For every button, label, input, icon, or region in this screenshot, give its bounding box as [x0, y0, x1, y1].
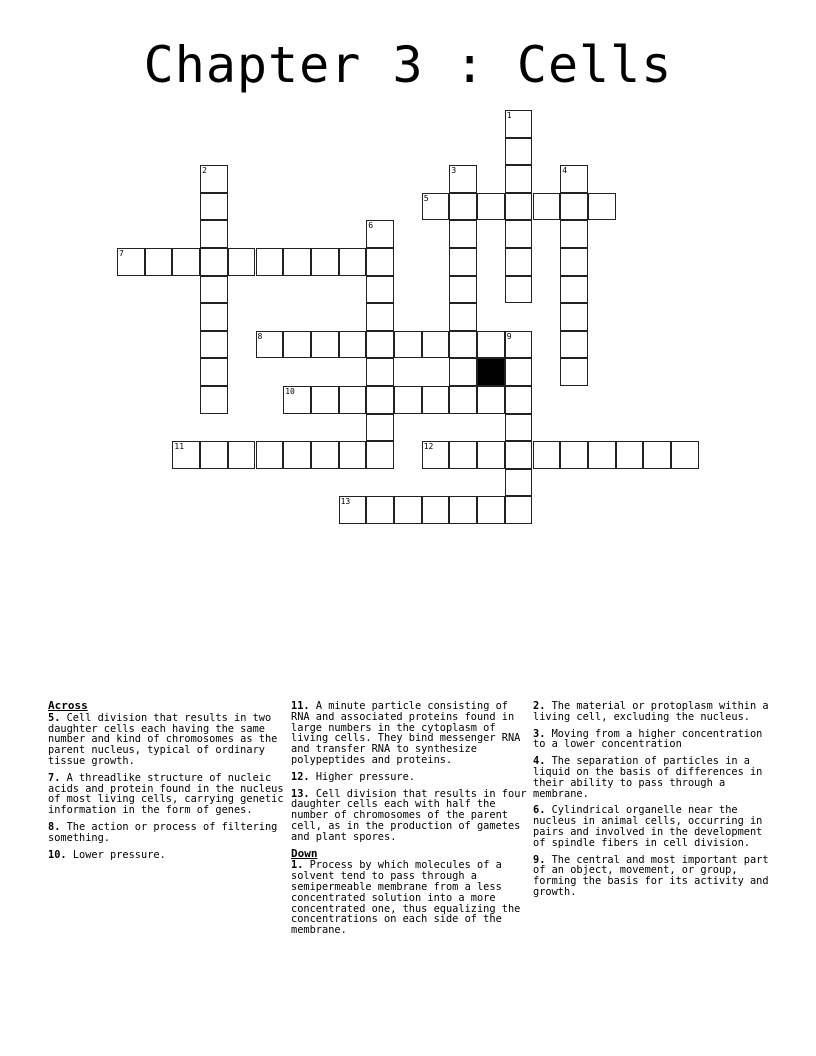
grid-cell[interactable] [172, 441, 200, 469]
grid-cell[interactable] [200, 220, 228, 248]
grid-cell[interactable] [422, 386, 450, 414]
grid-cell[interactable] [422, 193, 450, 221]
clue-column-2 [291, 701, 529, 942]
grid-cell[interactable] [339, 331, 367, 359]
grid-cell[interactable] [145, 248, 173, 276]
grid-cell[interactable] [449, 331, 477, 359]
grid-cell[interactable] [560, 303, 588, 331]
grid-cell[interactable] [394, 496, 422, 524]
grid-cell[interactable] [228, 441, 256, 469]
grid-cell[interactable] [449, 441, 477, 469]
clue-across-12 [291, 772, 529, 783]
down-header: Down [291, 846, 318, 860]
clue-down-1 [291, 860, 529, 936]
grid-cell[interactable] [311, 331, 339, 359]
grid-cell[interactable] [117, 248, 145, 276]
clue-down-4 [533, 756, 771, 799]
clue-down-9 [533, 855, 771, 898]
grid-cell[interactable] [283, 441, 311, 469]
grid-cell[interactable] [505, 496, 533, 524]
grid-cell[interactable] [477, 331, 505, 359]
grid-number: 13 [340, 497, 351, 507]
clue-across-13 [291, 789, 529, 843]
clue-number: 11. [291, 700, 310, 712]
grid-cell[interactable] [366, 441, 394, 469]
grid-cell[interactable] [560, 193, 588, 221]
grid-number: 12 [423, 442, 434, 452]
grid-cell[interactable] [366, 220, 394, 248]
clue-text: The separation of particles in a liquid on the basis of differences in their ability to pass through a membrane. [533, 755, 763, 800]
grid-cell[interactable] [505, 165, 533, 193]
grid-cell[interactable] [339, 248, 367, 276]
clue-number: 8. [48, 820, 61, 833]
grid-cell[interactable] [560, 248, 588, 276]
grid-cell[interactable] [505, 220, 533, 248]
clue-text: Cylindrical organelle near the nucleus in animal cells, occurring in pairs and involved in the development of spindle fibers in cell division. [533, 804, 763, 849]
clue-column-1 [48, 701, 286, 866]
grid-number: 5 [423, 193, 429, 203]
grid-cell[interactable] [505, 331, 533, 359]
grid-cell[interactable] [311, 386, 339, 414]
across-header: Across [48, 699, 88, 712]
grid-cell[interactable] [560, 276, 588, 304]
clue-number: 2. [533, 700, 546, 712]
grid-cell[interactable] [560, 441, 588, 469]
clue-number: 13. [291, 787, 310, 800]
grid-cell[interactable] [200, 386, 228, 414]
clue-text: Process by which molecules of a solvent tend to pass through a semipermeable membrane from a less concentrated solution into a more concentrated one, thus equalizing the concentrations on each side of the membrane. [291, 859, 521, 937]
grid-cell[interactable] [200, 165, 228, 193]
grid-cell[interactable] [200, 303, 228, 331]
clue-across-11 [291, 701, 529, 766]
clue-text: The material or protoplasm within a living cell, excluding the nucleus. [533, 700, 769, 723]
clue-number: 7. [48, 771, 61, 784]
grid-cell[interactable] [366, 358, 394, 386]
grid-cell[interactable] [366, 248, 394, 276]
black-cell [477, 358, 505, 386]
grid-cell[interactable] [200, 193, 228, 221]
grid-cell[interactable] [283, 386, 311, 414]
clue-text: The central and most important part of an object, movement, or group, forming the basis for its activity and growth. [533, 853, 769, 898]
clue-across-8 [48, 822, 286, 844]
grid-cell[interactable] [449, 303, 477, 331]
grid-cell[interactable] [366, 303, 394, 331]
grid-number: 7 [119, 249, 124, 258]
clue-text: Cell division that results in four daughter cells each with half the number of chromosomes of the parent cell, as in the production of gametes and plant spores. [291, 787, 527, 843]
clue-text: Moving from a higher concentration to a lower concentration [533, 727, 763, 751]
grid-cell[interactable] [339, 386, 367, 414]
clue-across-10 [48, 850, 286, 861]
clue-across-5 [48, 713, 286, 767]
clue-text: A minute particle consisting of RNA and associated proteins found in large numbers in the cytoplasm of living cells. They bind messenger RNA and transfer RNA to synthesize polypeptides and proteins. [291, 700, 521, 766]
clue-number: 3. [533, 727, 546, 740]
grid-cell[interactable] [422, 331, 450, 359]
grid-number: 1 [506, 111, 512, 120]
grid-cell[interactable] [283, 248, 311, 276]
grid-cell[interactable] [366, 386, 394, 414]
grid-cell[interactable] [283, 331, 311, 359]
grid-cell[interactable] [200, 331, 228, 359]
grid-cell[interactable] [449, 193, 477, 221]
clue-number: 12. [291, 770, 310, 783]
grid-cell[interactable] [366, 276, 394, 304]
clue-column-3 [533, 701, 771, 904]
grid-cell[interactable] [560, 165, 588, 193]
grid-cell[interactable] [449, 248, 477, 276]
grid-cell[interactable] [256, 331, 284, 359]
grid-cell[interactable] [477, 193, 505, 221]
grid-cell[interactable] [505, 110, 533, 138]
grid-cell[interactable] [366, 414, 394, 442]
grid-number: 6 [368, 221, 374, 231]
grid-cell[interactable] [533, 193, 561, 221]
clue-text: The action or process of filtering something. [48, 820, 278, 844]
grid-number: 10 [285, 387, 295, 396]
clue-number: 6. [533, 804, 546, 817]
grid-cell[interactable] [200, 248, 228, 276]
clue-down-6 [533, 805, 771, 848]
grid-cell[interactable] [394, 331, 422, 359]
grid-cell[interactable] [477, 441, 505, 469]
grid-cell[interactable] [256, 441, 284, 469]
grid-cell[interactable] [200, 358, 228, 386]
clue-number: 5. [48, 711, 61, 724]
grid-cell[interactable] [422, 496, 450, 524]
grid-cell[interactable] [449, 220, 477, 248]
grid-cell[interactable] [200, 276, 228, 304]
grid-cell[interactable] [616, 441, 644, 469]
grid-cell[interactable] [449, 165, 477, 193]
clue-across-7 [48, 773, 286, 816]
grid-cell[interactable] [505, 414, 533, 442]
grid-cell[interactable] [449, 276, 477, 304]
grid-cell[interactable] [449, 496, 477, 524]
clue-number: 9. [533, 853, 546, 866]
grid-cell[interactable] [505, 358, 533, 386]
grid-cell[interactable] [228, 248, 256, 276]
grid-cell[interactable] [505, 276, 533, 304]
clue-text: A threadlike structure of nucleic acids and protein found in the nucleus of most living cells, carrying genetic information in the form of genes. [48, 771, 284, 817]
grid-cell[interactable] [560, 331, 588, 359]
grid-cell[interactable] [477, 386, 505, 414]
grid-cell[interactable] [560, 220, 588, 248]
grid-cell[interactable] [560, 358, 588, 386]
clue-number: 1. [291, 859, 304, 872]
grid-cell[interactable] [505, 248, 533, 276]
grid-cell[interactable] [422, 441, 450, 469]
grid-number: 2 [202, 166, 207, 176]
grid-number: 9 [506, 331, 512, 341]
grid-cell[interactable] [449, 386, 477, 414]
grid-cell[interactable] [311, 441, 339, 469]
grid-cell[interactable] [643, 441, 671, 469]
grid-cell[interactable] [449, 358, 477, 386]
page-title: Chapter 3 : Cells [143, 36, 673, 94]
grid-cell[interactable] [477, 496, 505, 524]
clue-text: Cell division that results in two daughter cells each having the same number and kind of chromosomes as the parent nucleus, typical of ordinary tissue growth. [48, 711, 278, 767]
clue-number: 4. [533, 755, 546, 768]
grid-cell[interactable] [256, 248, 284, 276]
clue-text: Higher pressure. [315, 770, 416, 783]
grid-cell[interactable] [366, 331, 394, 359]
grid-cell[interactable] [339, 496, 367, 524]
grid-cell[interactable] [505, 441, 533, 469]
grid-cell[interactable] [394, 386, 422, 414]
clue-down-3 [533, 729, 771, 751]
clue-number: 10. [48, 848, 67, 861]
grid-cell[interactable] [588, 441, 616, 469]
grid-cell[interactable] [505, 469, 533, 497]
clue-text: Lower pressure. [72, 848, 166, 861]
grid-cell[interactable] [671, 441, 699, 469]
grid-cell[interactable] [505, 386, 533, 414]
grid-cell[interactable] [311, 248, 339, 276]
grid-number: 4 [562, 166, 568, 176]
grid-cell[interactable] [588, 193, 616, 221]
grid-cell[interactable] [339, 441, 367, 469]
grid-cell[interactable] [200, 441, 228, 469]
grid-cell[interactable] [505, 138, 533, 166]
grid-cell[interactable] [172, 248, 200, 276]
grid-cell[interactable] [505, 193, 533, 221]
grid-cell[interactable] [366, 496, 394, 524]
grid-number: 8 [257, 331, 263, 341]
grid-number: 11 [174, 442, 185, 452]
clue-down-2 [533, 701, 771, 723]
grid-cell[interactable] [533, 441, 561, 469]
grid-number: 3 [451, 166, 457, 176]
